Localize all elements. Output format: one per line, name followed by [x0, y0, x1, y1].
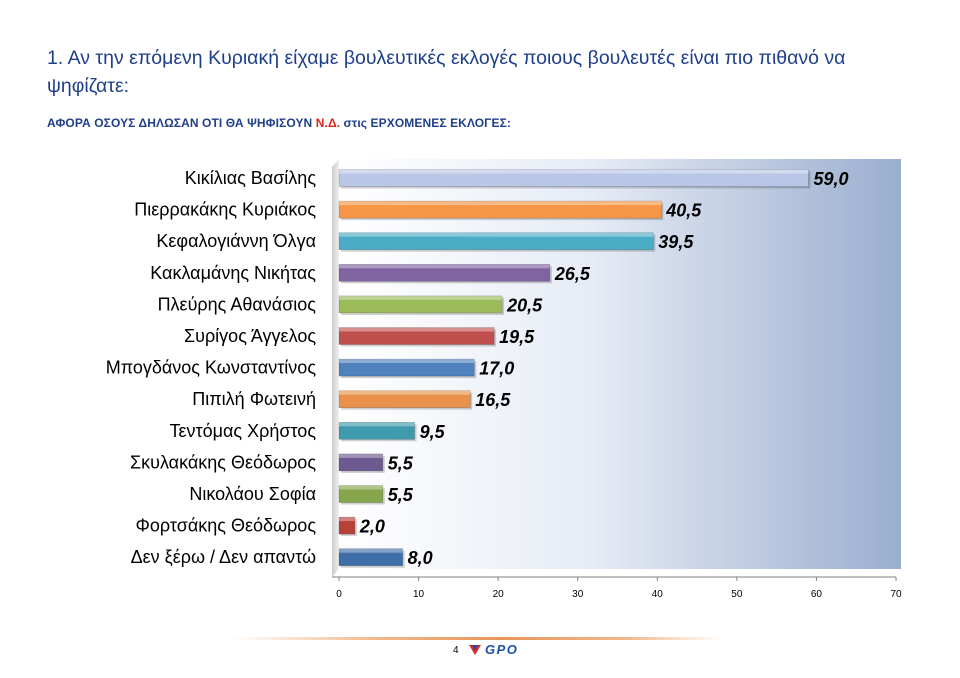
value-label: 20,5	[507, 295, 543, 316]
category-label: Σκυλακάκης Θεόδωρος	[129, 452, 316, 473]
x-tick-label: 40	[651, 589, 663, 600]
bar-highlight	[339, 391, 470, 395]
bar-highlight	[339, 454, 383, 458]
category-label: Πιπιλή Φωτεινή	[192, 389, 316, 410]
value-label: 59,0	[813, 169, 849, 189]
x-tick-label: 50	[731, 589, 743, 600]
bar-highlight	[339, 359, 474, 363]
gpo-logo-mark-icon	[468, 644, 482, 656]
subtitle-text-2: στις ΕΡΧΟΜΕΝΕΣ ΕΚΛΟΓΕΣ:	[340, 116, 511, 130]
value-label: 8,0	[407, 548, 433, 569]
bar-highlight	[339, 328, 494, 332]
x-tick-label: 20	[492, 589, 504, 600]
subtitle-party: Ν.Δ.	[315, 116, 341, 130]
x-tick-label: 70	[890, 589, 902, 600]
x-axis	[336, 577, 902, 600]
category-labels	[106, 168, 317, 567]
value-label: 40,5	[666, 200, 702, 221]
bar-highlight	[339, 517, 355, 521]
logo-text: GPO	[485, 642, 519, 657]
plot-side-wall	[332, 159, 339, 577]
chart-title: 1. Αν την επόμενη Κυριακή είχαμε βουλευτικές εκλογές ποιους βουλευτές είναι πιο πιθανό να ψηφίζατε:	[47, 47, 846, 97]
category-label: Μπογδάνος Κωνσταντίνος	[105, 357, 316, 378]
category-label: Κεφαλογιάννη Όλγα	[156, 231, 316, 252]
page-number: 4	[453, 645, 459, 656]
value-label: 17,0	[479, 358, 515, 379]
value-label: 5,5	[387, 485, 413, 505]
category-label: Κικίλιας Βασίλης	[184, 168, 316, 188]
category-label: Φορτσάκης Θεόδωρος	[135, 515, 316, 536]
value-label: 9,5	[419, 421, 445, 442]
bar-highlight	[339, 170, 808, 174]
bar-highlight	[339, 296, 502, 300]
x-tick-label: 60	[810, 589, 822, 600]
bar-highlight	[339, 422, 415, 426]
bar-highlight	[339, 486, 383, 490]
value-label: 19,5	[499, 327, 535, 347]
category-label: Πιερρακάκης Κυριάκος	[134, 199, 316, 220]
bar-highlight	[339, 549, 403, 553]
x-tick-label: 10	[413, 589, 425, 600]
value-label: 2,0	[359, 516, 385, 537]
bar-highlight	[339, 201, 661, 205]
category-label: Δεν ξέρω / Δεν απαντώ	[130, 547, 316, 568]
category-label: Νικολάου Σοφία	[189, 484, 316, 504]
subtitle-text-1: ΑΦΟΡΑ ΟΣΟΥΣ ΔΗΛΩΣΑΝ ΟΤΙ ΘΑ ΨΗΦΙΣΟΥΝ	[47, 116, 316, 130]
x-tick-label: 30	[572, 589, 584, 600]
x-tick-label: 0	[336, 589, 342, 600]
value-label: 5,5	[387, 453, 413, 474]
footer-divider	[232, 637, 722, 640]
bar-highlight	[339, 264, 550, 268]
gpo-logo	[468, 643, 518, 657]
value-label: 26,5	[554, 263, 590, 284]
bar-highlight	[339, 233, 653, 237]
category-label: Κακλαμάνης Νικήτας	[150, 262, 316, 283]
category-label: Πλεύρης Αθανάσιος	[157, 294, 316, 315]
category-label: Τεντόμας Χρήστος	[169, 420, 316, 441]
category-label: Συρίγος Άγγελος	[183, 326, 316, 346]
value-label: 39,5	[658, 232, 694, 253]
value-label: 16,5	[475, 390, 511, 411]
